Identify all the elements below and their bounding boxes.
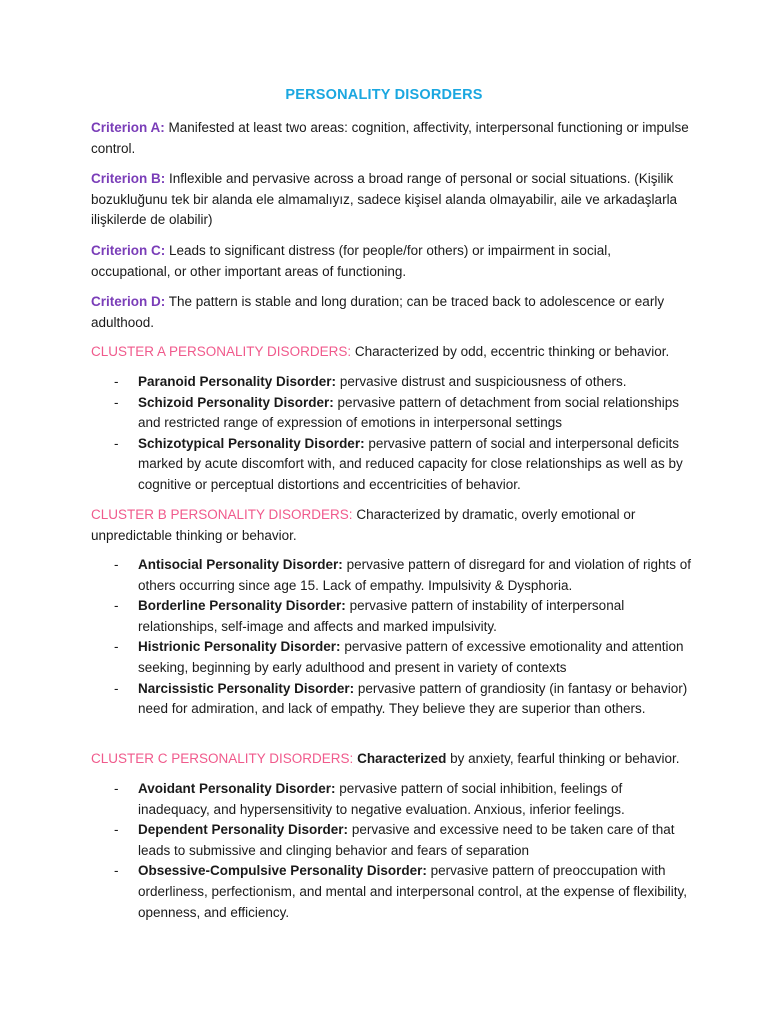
list-item bbox=[91, 820, 691, 861]
disorder-name: Dependent Personality Disorder: bbox=[138, 822, 349, 838]
cluster-c-heading bbox=[91, 749, 691, 770]
criterion-b-label: Criterion B: bbox=[91, 171, 166, 186]
criterion-c-text: Leads to significant distress (for people/for others) or impairment in social, occupational, or other important areas of functioning. bbox=[91, 243, 611, 279]
list-item bbox=[91, 372, 691, 393]
disorder-description: pervasive pattern of grandiosity (in fantasy or behavior) need for admiration, and lack of empathy. They believe they are superior than others. bbox=[138, 680, 688, 717]
criterion-a-label: Criterion A: bbox=[91, 120, 165, 135]
criterion-c bbox=[91, 241, 691, 282]
disorder-name: Narcissistic Personality Disorder: bbox=[138, 680, 355, 696]
dash-bullet: - bbox=[114, 557, 119, 572]
cluster-c-description: by anxiety, fearful thinking or behavior. bbox=[446, 751, 680, 766]
disorder-name: Paranoid Personality Disorder: bbox=[138, 374, 337, 389]
list-item bbox=[91, 555, 691, 596]
cluster-c-label: CLUSTER C PERSONALITY DISORDERS: bbox=[91, 751, 354, 766]
dash-bullet: - bbox=[114, 394, 119, 410]
list-item bbox=[91, 393, 691, 434]
cluster-b-label: CLUSTER B PERSONALITY DISORDERS: bbox=[91, 507, 353, 522]
disorder-description: pervasive pattern of disregard for and violation of rights of others occurring since age 15. Lack of empathy. Impulsivity & Dysphoria. bbox=[138, 557, 692, 593]
cluster-a-list bbox=[91, 372, 691, 496]
criterion-b bbox=[91, 169, 691, 231]
dash-bullet: - bbox=[114, 680, 119, 696]
disorder-description: pervasive and excessive need to be taken care of that leads to submissive and clinging behavior and fears of separation bbox=[138, 822, 675, 858]
dash-bullet: - bbox=[114, 435, 119, 451]
criterion-a bbox=[91, 118, 691, 159]
disorder-name: Schizotypical Personality Disorder: bbox=[138, 435, 365, 451]
dash-bullet: - bbox=[114, 822, 119, 838]
cluster-b-description: Characterized by dramatic, overly emotional or unpredictable thinking or behavior. bbox=[91, 507, 636, 543]
disorder-description: pervasive pattern of social and interpersonal deficits marked by acute discomfort with, and reduced capacity for close relationships as well as by cognitive or perceptual distortions and eccentricities of behavior. bbox=[138, 435, 683, 492]
dash-bullet: - bbox=[114, 863, 119, 879]
criterion-d bbox=[91, 292, 691, 333]
dash-bullet: - bbox=[114, 374, 119, 389]
criterion-a-text: Manifested at least two areas: cognition, affectivity, interpersonal functioning or impulse control. bbox=[91, 120, 689, 156]
disorder-name: Histrionic Personality Disorder: bbox=[138, 639, 341, 655]
criterion-d-text: The pattern is stable and long duration; can be traced back to adolescence or early adulthood. bbox=[91, 294, 665, 330]
disorder-description: pervasive pattern of preoccupation with orderliness, perfectionism, and mental and interpersonal control, at the expense of flexibility, openness, and efficiency. bbox=[138, 863, 688, 920]
cluster-a-heading bbox=[91, 342, 691, 363]
dash-bullet: - bbox=[114, 639, 119, 655]
criterion-b-text: Inflexible and pervasive across a broad range of personal or social situations. (Kişilik bozukluğunu tek bir alanda ele almamalıyız, sadece kişisel alanda olmayabilir, aile ve arkadaşlarla ilişkilerde de olabilir) bbox=[91, 171, 678, 228]
dash-bullet: - bbox=[114, 781, 119, 796]
list-item bbox=[91, 861, 691, 923]
list-item bbox=[91, 637, 691, 678]
cluster-c-list bbox=[91, 779, 691, 923]
disorder-name: Antisocial Personality Disorder: bbox=[138, 557, 343, 572]
list-item bbox=[91, 779, 691, 820]
criterion-d-label: Criterion D: bbox=[91, 294, 166, 309]
disorder-name: Borderline Personality Disorder: bbox=[138, 598, 346, 614]
list-item bbox=[91, 434, 691, 496]
disorder-description: pervasive distrust and suspiciousness of others. bbox=[336, 374, 627, 389]
criterion-c-label: Criterion C: bbox=[91, 243, 166, 258]
cluster-b-heading bbox=[91, 505, 691, 546]
disorder-description: pervasive pattern of detachment from social relationships and restricted range of expression of emotions in interpersonal settings bbox=[138, 394, 679, 431]
list-item bbox=[91, 596, 691, 637]
cluster-a-label: CLUSTER A PERSONALITY DISORDERS: bbox=[91, 344, 352, 359]
disorder-description: pervasive pattern of instability of interpersonal relationships, self-image and affects and marked impulsivity. bbox=[138, 598, 625, 634]
disorder-name: Avoidant Personality Disorder: bbox=[138, 781, 336, 796]
disorder-name: Schizoid Personality Disorder: bbox=[138, 394, 334, 410]
list-item bbox=[91, 679, 691, 720]
cluster-b-list bbox=[91, 555, 691, 720]
cluster-a-description: Characterized by odd, eccentric thinking or behavior. bbox=[351, 344, 670, 359]
page-title: PERSONALITY DISORDERS bbox=[285, 87, 483, 103]
disorder-description: pervasive pattern of excessive emotionality and attention seeking, beginning by early adulthood and present in variety of contexts bbox=[138, 639, 684, 675]
disorder-description: pervasive pattern of social inhibition, feelings of inadequacy, and hypersensitivity to negative evaluation. Anxious, inferior feelings. bbox=[138, 781, 625, 817]
dash-bullet: - bbox=[114, 598, 119, 614]
disorder-name: Obsessive-Compulsive Personality Disorder: bbox=[138, 863, 427, 879]
cluster-c-characterized: Characterized bbox=[353, 751, 447, 766]
